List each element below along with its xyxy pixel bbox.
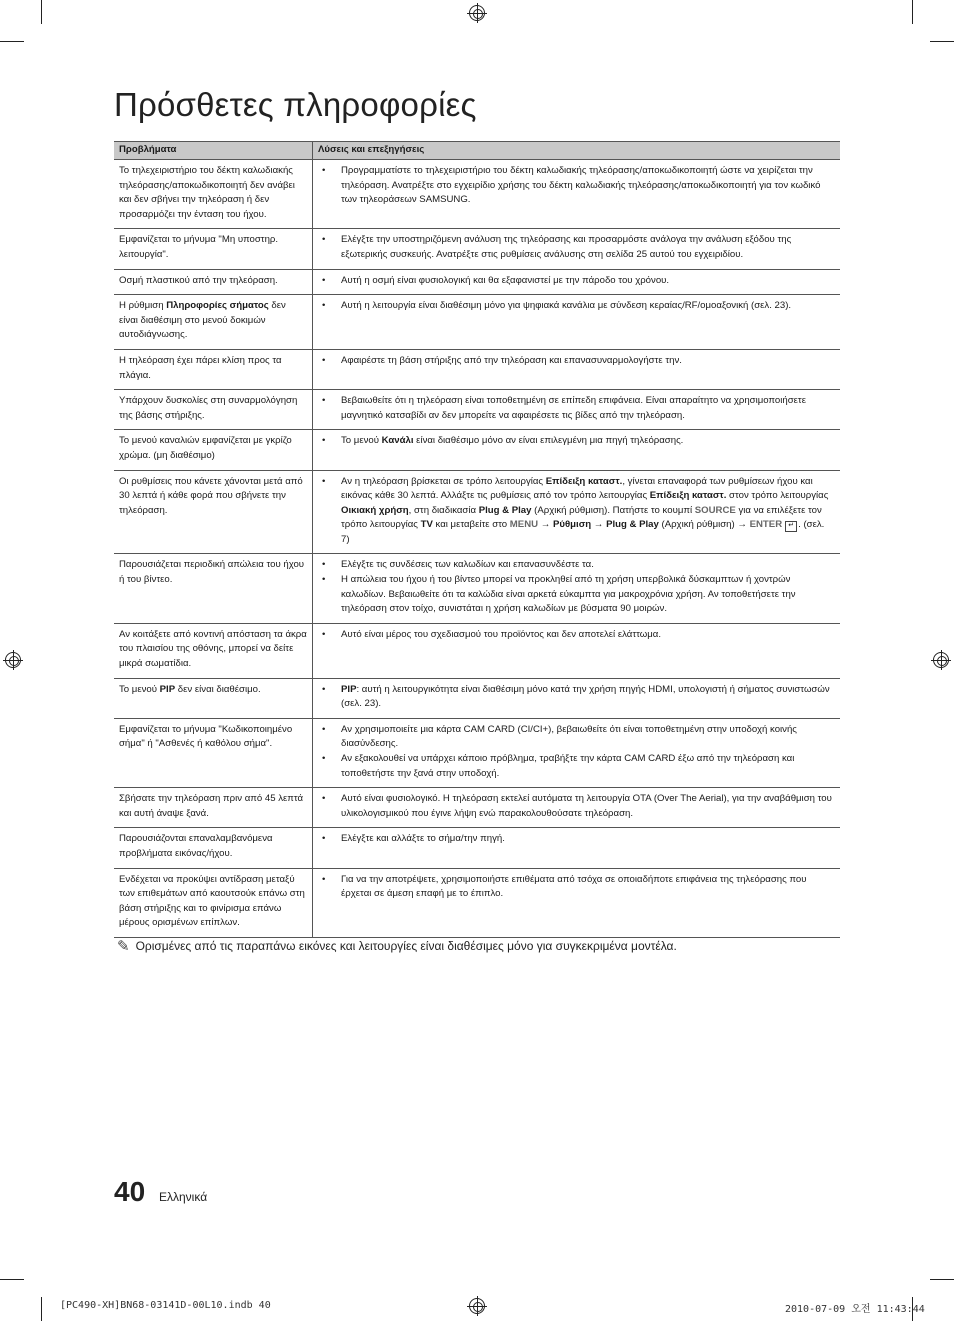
print-footer-file: [PC490-XH]BN68-03141D-00L10.indb 40 xyxy=(60,1300,271,1311)
table-row xyxy=(114,160,840,229)
table-row xyxy=(114,718,840,787)
problem-cell: Οι ρυθμίσεις που κάνετε χάνονται μετά από 30 λεπτά ή κάθε φορά που σβήνετε την τηλεόραση. xyxy=(114,470,313,554)
solution-term: Ρύθμιση xyxy=(552,519,592,531)
problem-term: PIP xyxy=(159,683,176,695)
page-language: Ελληνικά xyxy=(159,1190,208,1204)
solution-text: (Αρχική ρύθμιση). Πατήστε το κουμπί xyxy=(531,504,695,516)
solution-cell xyxy=(313,430,841,470)
solution-item: • Προγραμματίστε το τηλεχειριστήριο του δέκτη καλωδιακής τηλεόρασης/αποκωδικοποιητή ώστε να χειρίζεται την τηλεόραση. Ανατρέξτε στο εγχειρίδιο χρήσης του δέκτη καλωδιακής τηλεόρασης/αποκωδικοποιητή για τον κωδικό των τηλεοράσεων SAMSUNG. xyxy=(319,164,835,208)
problem-cell: Εμφανίζεται το μήνυμα "Κωδικοποιημένο σήμα" ή "Ασθενές ή καθόλου σήμα". xyxy=(114,718,313,787)
source-key-label: SOURCE xyxy=(694,504,736,516)
enter-key-icon: ↵ xyxy=(785,521,797,532)
note xyxy=(117,937,677,955)
solution-item xyxy=(319,434,835,449)
crop-mark xyxy=(930,1279,954,1280)
solution-text: και μεταβείτε στο xyxy=(432,519,510,531)
solution-text: : αυτή η λειτουργικότητα είναι διαθέσιμη μόνο κατά την χρήση πηγής HDMI, υπολογιστή ή σήματος συνιστωσών (σελ. 23). xyxy=(341,683,830,710)
table-header-row xyxy=(114,142,840,160)
solution-item: • Ελέγξτε τις συνδέσεις των καλωδίων και επανασυνδέστε τα. xyxy=(319,558,835,573)
arrow-text: → xyxy=(591,519,607,531)
solution-term: Κανάλι xyxy=(381,435,414,447)
solution-item: • Αν εξακολουθεί να υπάρχει κάποιο πρόβλημα, τραβήξτε την κάρτα CAM CARD έξω από την τηλεόραση και τοποθετήστε την ξανά στην υποδοχή. xyxy=(319,752,835,781)
solution-item: • Η απώλεια του ήχου ή του βίντεο μπορεί να προκληθεί από τη χρήση υπερβολικά δύσκαμπτων ή χοντρών καλωδίων. Βεβαιωθείτε ότι τα καλώδια είναι αρκετά εύκαμπτα για μακροχρόνια χρήση. Αν τοποθετήσετε την τηλεόραση στον τοίχο, συνιστάται η χρήση καλωδίων με βύσματα 90 μοιρών. xyxy=(319,573,835,617)
solution-item xyxy=(319,683,835,712)
table-row xyxy=(114,868,840,937)
solution-item: • Ελέγξτε την υποστηριζόμενη ανάλυση της τηλεόρασης και προσαρμόστε ανάλογα την ανάλυση εξόδου της εξωτερικής συσκευής. Ανατρέξτε στις ρυθμίσεις ανάλυσης στη σελίδα 25 αυτού του εγχειριδίου. xyxy=(319,233,835,262)
print-footer-timestamp: 2010-07-09 오전 11:43:44 xyxy=(785,1304,925,1315)
solution-term: PIP xyxy=(341,683,357,695)
menu-key-label: MENU xyxy=(509,519,539,531)
solution-text: , στη διαδικασία xyxy=(408,504,479,516)
solution-term: TV xyxy=(420,519,433,531)
arrow-text: → xyxy=(538,519,553,531)
solution-item: • Για να την αποτρέψετε, χρησιμοποιήστε επιθέματα από τσόχα σε οποιαδήποτε επιφάνεια της τηλεόρασης που έρχεται σε άμεση επαφή με το έπιπλο. xyxy=(319,873,835,902)
solution-text: Αν η τηλεόραση βρίσκεται σε τρόπο λειτουργίας xyxy=(341,475,546,487)
solution-cell xyxy=(313,828,841,868)
solution-item: • Βεβαιωθείτε ότι η τηλεόραση είναι τοποθετημένη σε επίπεδη επιφάνεια. Είναι απαραίτητο να χρησιμοποιήσετε μαγνητικό κατσαβίδι αν δεν μπορείτε να αφαιρέσετε τις βίδες από την τηλεόραση. xyxy=(319,394,835,423)
solution-term: Plug & Play xyxy=(606,519,659,531)
problem-cell: Παρουσιάζεται περιοδική απώλεια του ήχου ή του βίντεο. xyxy=(114,554,313,623)
solution-cell xyxy=(313,718,841,787)
solution-cell xyxy=(313,470,841,554)
solution-text: . (σελ. 7) xyxy=(341,519,825,545)
crop-mark xyxy=(930,41,954,42)
crop-mark xyxy=(0,41,24,42)
solution-item: • Αυτή η οσμή είναι φυσιολογική και θα εξαφανιστεί με την πάροδο του χρόνου. xyxy=(319,274,835,289)
solution-cell xyxy=(313,295,841,350)
problem-cell: Αν κοιτάξετε από κοντινή απόσταση τα άκρα του πλαισίου της οθόνης, μπορεί να δείτε μικρά σωματίδια. xyxy=(114,623,313,678)
problem-text: Το μενού xyxy=(119,683,160,695)
page-title: Πρόσθετες πληροφορίες xyxy=(114,86,477,123)
problem-cell: Το μενού καναλιών εμφανίζεται με γκρίζο χρώμα. (μη διαθέσιμο) xyxy=(114,430,313,470)
solution-item: • Αυτό είναι μέρος του σχεδιασμού του προϊόντος και δεν αποτελεί ελάττωμα. xyxy=(319,628,835,643)
page-number: 40 xyxy=(114,1176,146,1207)
crop-mark xyxy=(912,0,913,24)
solution-cell xyxy=(313,788,841,828)
solution-item: • Αυτή η λειτουργία είναι διαθέσιμη μόνο για ψηφιακά κανάλια με σύνδεση κεραίας/RF/ομοαξονική (σελ. 23). xyxy=(319,299,835,314)
problem-cell: Το τηλεχειριστήριο του δέκτη καλωδιακής τηλεόρασης/αποκωδικοποιητή δεν ανάβει και δεν σβήνει την τηλεόραση ή δεν προσαρμόζει την ένταση του ήχου. xyxy=(114,160,313,229)
table-row xyxy=(114,229,840,269)
table-row xyxy=(114,269,840,295)
solution-item xyxy=(319,475,835,548)
solution-text: για να επιλέξετε τον τρόπο λειτουργίας xyxy=(341,504,822,531)
problem-text: δεν είναι διαθέσιμο. xyxy=(175,683,261,695)
solution-text: , γίνεται επαναφορά των ρυθμίσεων ήχου και εικόνας κάθε 30 λεπτά. Αλλάξτε τις ρυθμίσεις από τον τρόπο λειτουργίας xyxy=(341,475,813,502)
registration-mark-icon xyxy=(469,1298,485,1314)
registration-mark-icon xyxy=(933,652,949,668)
registration-mark-icon xyxy=(5,652,21,668)
problem-cell xyxy=(114,295,313,350)
solution-cell xyxy=(313,269,841,295)
column-header-solutions: Λύσεις και επεξηγήσεις xyxy=(313,142,841,160)
pencil-icon: ✎ xyxy=(117,938,130,955)
solution-cell xyxy=(313,678,841,718)
solution-cell xyxy=(313,868,841,937)
problem-cell: Εμφανίζεται το μήνυμα "Μη υποστηρ. λειτουργία". xyxy=(114,229,313,269)
table-row xyxy=(114,390,840,430)
table-row xyxy=(114,554,840,623)
table-row xyxy=(114,788,840,828)
solution-cell xyxy=(313,554,841,623)
problem-cell: Σβήσατε την τηλεόραση πριν από 45 λεπτά και αυτή άναψε ξανά. xyxy=(114,788,313,828)
solution-term: Οικιακή χρήση xyxy=(341,504,409,516)
solution-cell xyxy=(313,160,841,229)
problem-cell: Ενδέχεται να προκύψει αντίδραση μεταξύ των επιθεμάτων από καουτσούκ επάνω στη βάση στήριξης και το φινίρισμα επάνω μέρους ορισμένων επίπλων. xyxy=(114,868,313,937)
crop-mark xyxy=(0,1279,24,1280)
table-row xyxy=(114,295,840,350)
problem-cell: Η τηλεόραση έχει πάρει κλίση προς τα πλάγια. xyxy=(114,349,313,389)
troubleshooting-table xyxy=(114,141,840,938)
table-row xyxy=(114,678,840,718)
note-text: Ορισμένες από τις παραπάνω εικόνες και λειτουργίες είναι διαθέσιμες μόνο για συγκεκριμένα μοντέλα. xyxy=(135,939,677,953)
registration-mark-icon xyxy=(469,5,485,21)
crop-mark xyxy=(41,0,42,24)
solution-item: • Ελέγξτε και αλλάξτε το σήμα/την πηγή. xyxy=(319,832,835,847)
problem-cell xyxy=(114,678,313,718)
problem-cell: Παρουσιάζονται επαναλαμβανόμενα προβλήματα εικόνας/ήχου. xyxy=(114,828,313,868)
problem-cell: Οσμή πλαστικού από την τηλεόραση. xyxy=(114,269,313,295)
solution-text: είναι διαθέσιμο μόνο αν είναι επιλεγμένη μια πηγή τηλεόρασης. xyxy=(413,435,684,447)
table-row xyxy=(114,430,840,470)
solution-item: • Αυτό είναι φυσιολογικό. Η τηλεόραση εκτελεί αυτόματα τη λειτουργία OTA (Over The Aerial), για την αναβάθμιση του υλικολογισμικού που έγινε λήψη ενώ παρακολουθούσατε τηλεόραση. xyxy=(319,792,835,821)
solution-cell xyxy=(313,390,841,430)
solution-item: • Αφαιρέστε τη βάση στήριξης από την τηλεόραση και επανασυναρμολογήστε την. xyxy=(319,354,835,369)
table-row xyxy=(114,470,840,554)
problem-cell: Υπάρχουν δυσκολίες στη συναρμολόγηση της βάσης στήριξης. xyxy=(114,390,313,430)
problem-text: Η ρύθμιση xyxy=(119,300,167,312)
table-row xyxy=(114,828,840,868)
problem-term: Πληροφορίες σήματος xyxy=(166,300,269,312)
solution-item: • Αν χρησιμοποιείτε μια κάρτα CAM CARD (CI/CI+), βεβαιωθείτε ότι είναι τοποθετημένη στην υποδοχή κοινής διασύνδεσης. xyxy=(319,723,835,752)
solution-term: Plug & Play xyxy=(478,504,532,516)
problem-text: δεν είναι διαθέσιμη στο μενού δοκιμών αυτοδιάγνωσης. xyxy=(119,300,286,341)
solution-text: (Αρχική ρύθμιση) → xyxy=(658,519,750,531)
solution-text: Το μενού xyxy=(341,435,382,447)
solution-cell xyxy=(313,229,841,269)
solution-term: Επίδειξη καταστ. xyxy=(649,490,727,502)
solution-cell xyxy=(313,623,841,678)
table-row xyxy=(114,623,840,678)
crop-mark xyxy=(41,1297,42,1321)
solution-text: στον τρόπο λειτουργίας xyxy=(726,490,829,502)
solution-cell xyxy=(313,349,841,389)
column-header-problems: Προβλήματα xyxy=(114,142,313,160)
table-row xyxy=(114,349,840,389)
solution-term: Επίδειξη καταστ. xyxy=(545,475,623,487)
enter-key-label: ENTER xyxy=(749,519,783,531)
